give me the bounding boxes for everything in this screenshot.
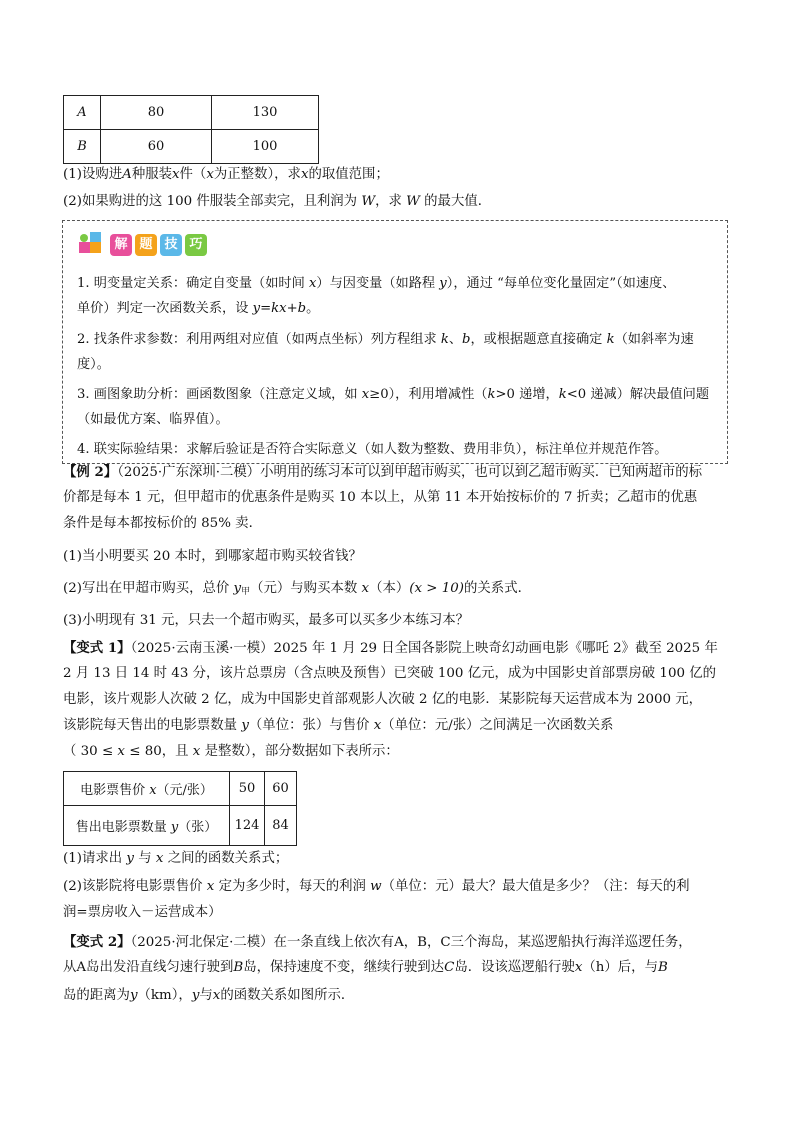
table-cell: 售出电影票数量 y（张） — [64, 806, 230, 846]
ticket-table — [63, 771, 297, 846]
table-cell: 130 — [212, 96, 319, 130]
example-2-q2: (2)写出在甲超市购买，总价 $y_甲$（元）与购买本数 x（本）(x > 10)的关系式． — [63, 581, 531, 597]
variant-1-line-4: 该影院每天售出的电影票数量 y（单位：张）与售价 x（单位：元/张）之间满足一次函数关系 — [63, 718, 614, 733]
variant-2-line-3: 岛的距离为y（km），y与x的函数关系如图所示． — [63, 988, 355, 1003]
table-cell: B — [64, 130, 101, 164]
variant-2-line-2: 从A岛出发沿直线匀速行驶到B岛，保持速度不变，继续行驶到达C岛．设该巡逻船行驶x（h）后，与B — [63, 960, 668, 975]
variant-1-line-2: 2 月 13 日 14 时 43 分，该片总票房（含点映及预售）已突破 100 亿元，成为中国影史首部票房破 100 亿的 — [63, 666, 717, 681]
table-cell: A — [64, 96, 101, 130]
tip-4: 4. 联实际验结果：求解后验证是否符合实际意义（如人数为整数、费用非负），标注单位并规范作答。 — [77, 442, 668, 457]
variant-1-line-1: 【变式 1】（2025·云南玉溪·一模）2025 年 1 月 29 日全国各影院上映奇幻动画电影《哪吒 2》截至 2025 年 — [63, 640, 718, 656]
table-cell: 60 — [101, 130, 212, 164]
table-cell: 84 — [265, 806, 297, 846]
logo-char: 巧 — [185, 234, 207, 256]
tip-3-line-1: 3. 画图象助分析：画函数图象（注意定义域，如 x≥0），利用增减性（k>0 递增，k<0 递减）解决最值问题 — [77, 387, 710, 402]
logo-char: 题 — [135, 234, 157, 256]
tip-3-line-2: （如最优方案、临界值）。 — [77, 412, 229, 427]
variant-2-line-1: 【变式 2】（2025·河北保定·二模）在一条直线上依次有A，B，C三个海岛，某巡逻船执行海洋巡逻任务， — [63, 934, 692, 950]
table-cell: 电影票售价 x（元/张） — [64, 772, 230, 806]
variant-1-q1: (1)请求出 y 与 x 之间的函数关系式； — [63, 851, 289, 866]
question-2: (2)如果购进的这 100 件服装全部卖完，且利润为 W，求 W 的最大值． — [63, 194, 492, 209]
example-2-line-2: 价都是每本 1 元，但甲超市的优惠条件是购买 10 本以上，从第 11 本开始按标价的 7 折卖；乙超市的优惠 — [63, 490, 698, 505]
variant-1-q2: (2)该影院将电影票售价 x 定为多少时，每天的利润 w（单位：元）最大？最大值是多少？（注：每天的利 — [63, 879, 690, 894]
table-cell: 50 — [230, 772, 265, 806]
table-cell: 80 — [101, 96, 212, 130]
table-cell: 124 — [230, 806, 265, 846]
variant-1-line-3: 电影，该片观影人次破 2 亿，成为中国影史首部观影人次破 2 亿的电影．某影院每天运营成本为 2000 元， — [63, 692, 703, 707]
tip-1-line-1: 1. 明变量定关系：确定自变量（如时间 x）与因变量（如路程 y），通过 “每单位变化量固定”（如速度、 — [77, 276, 676, 291]
example-2-q3: (3)小明现有 31 元，只去一个超市购买，最多可以买多少本练习本？ — [63, 613, 470, 628]
tip-2-line-1: 2. 找条件求参数：利用两组对应值（如两点坐标）列方程组求 k、b，或根据题意直接确定 k（如斜率为速 — [77, 332, 694, 347]
variant-1-line-5: （ 30 ≤ x ≤ 80，且 x 是整数），部分数据如下表所示： — [63, 744, 399, 759]
example-2-line-1: 【例 2】（2025·广东深圳·二模）小明用的练习本可以到甲超市购买，也可以到乙超市购买．已知两超市的标 — [63, 464, 703, 480]
tip-2-line-2: 度）。 — [77, 357, 110, 372]
table-cell: 100 — [212, 130, 319, 164]
logo-char: 技 — [160, 234, 182, 256]
tip-1-line-2: 单价）判定一次函数关系，设 y=kx+b。 — [77, 301, 320, 316]
variant-1-q2-cont: 润=票房收入－运营成本） — [63, 905, 222, 920]
tips-logo — [78, 230, 218, 260]
logo-char: 解 — [110, 234, 132, 256]
example-2-line-3: 条件是每本都按标价的 85% 卖． — [63, 516, 262, 531]
price-table — [63, 95, 319, 164]
question-1: (1)设购进A种服装x件（x为正整数），求x的取值范围； — [63, 167, 389, 182]
table-cell: 60 — [265, 772, 297, 806]
puzzle-icon — [78, 232, 104, 258]
example-2-q1: (1)当小明要买 20 本时，到哪家超市购买较省钱？ — [63, 549, 362, 564]
